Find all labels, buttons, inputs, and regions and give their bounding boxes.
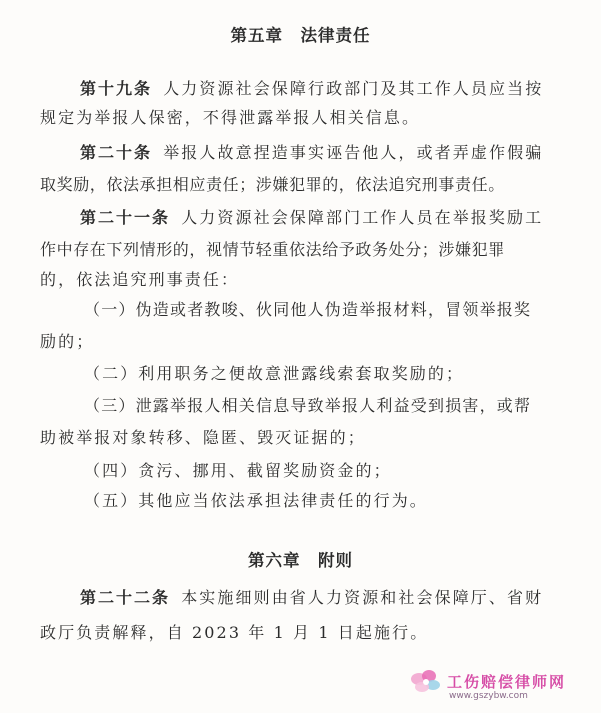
article-21-line-1 [80,205,543,228]
article-22-line-2: 政厅负责解释，自 2023 年 1 月 1 日起施行。 [40,623,429,642]
site-watermark [409,667,579,705]
chapter-6-heading: 第六章 附则 [248,551,353,570]
chapter-5-heading: 第五章 法律责任 [230,26,371,45]
article-19-text-1: 人力资源社会保障行政部门及其工作人员应当按 [163,79,544,98]
article-19-line-2: 规定为举报人保密，不得泄露举报人相关信息。 [40,108,421,127]
article-20-line-2: 取奖励，依法承担相应责任；涉嫌犯罪的，依法追究刑事责任。 [40,175,505,194]
article-21-item-4: （四）贪污、挪用、截留奖励资金的； [84,461,392,480]
article-19-number: 第十九条 [80,79,153,98]
flower-logo-icon [409,667,443,697]
article-21-item-5: （五）其他应当依法承担法律责任的行为。 [84,491,428,510]
article-21-item-1a: （一）伪造或者教唆、伙同他人伪造举报材料，冒领举报奖 [84,300,532,319]
article-21-item-3b: 助被举报对象转移、隐匿、毁灭证据的； [40,428,366,447]
article-20-line-1 [80,140,543,163]
article-21-line-2: 作中存在下列情形的，视情节轻重依法给予政务处分；涉嫌犯罪 [40,240,505,259]
article-21-line-3: 的，依法追究刑事责任： [40,270,240,289]
article-22-number: 第二十二条 [80,588,171,607]
article-20-text-1: 举报人故意捏造事实诬告他人，或者弄虚作假骗 [163,143,544,162]
article-21-item-1b: 励的； [40,332,95,351]
watermark-url: www.gszybw.com [449,691,528,701]
article-21-text-1: 人力资源社会保障部门工作人员在举报奖励工 [181,208,544,227]
article-22-text-1: 本实施细则由省人力资源和社会保障厅、省财 [181,588,544,607]
article-21-number: 第二十一条 [80,208,171,227]
article-21-item-2: （二）利用职务之便故意泄露线索套取奖励的； [84,364,465,383]
article-19-line-1 [80,76,543,99]
article-21-item-3a: （三）泄露举报人相关信息导致举报人利益受到损害，或帮 [84,396,532,415]
watermark-site-name: 工伤赔偿律师网 [447,673,567,691]
article-22-line-1 [80,585,543,608]
article-20-number: 第二十条 [80,143,153,162]
